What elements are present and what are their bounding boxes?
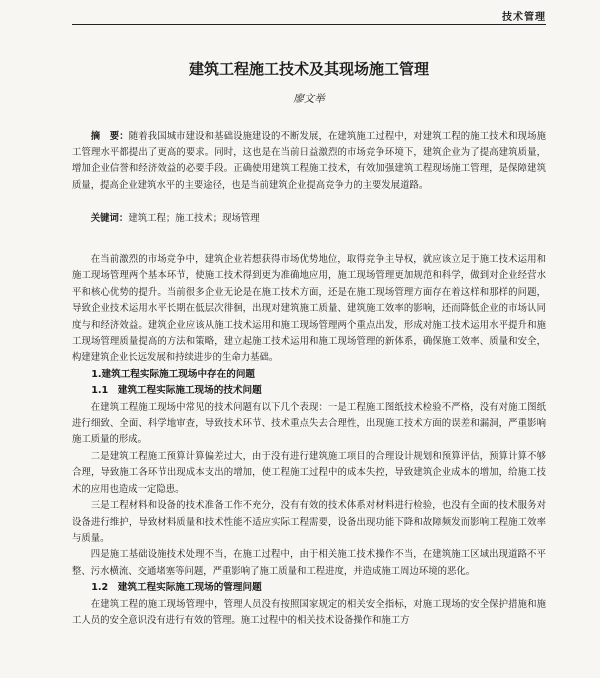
abstract-label: 摘 要： <box>90 131 129 142</box>
section-1-2-heading: 1.2 建筑工程实际施工现场的管理问题 <box>91 582 262 594</box>
section-tag: 技术管理 <box>502 12 546 23</box>
section-1-1-paragraph-1: 在建筑工程施工现场中常见的技术问题有以下几个表现：一是工程施工图纸技术检验不严格，没有对施工图纸进行细致、全面、科学地审查，导致技术环节、技术重点失去合理性，出现施工技术方面的误差和漏洞，严重影响施工质量的形成。 <box>72 401 546 446</box>
section-1-2-paragraph-1: 在建筑工程的施工现场管理中，管理人员没有按照国家规定的相关安全指标，对施工现场的安全保护措施和施工人员的安全意识没有进行有效的管理。施工过程中的相关技术设备操作和施工方 <box>72 598 546 626</box>
intro-paragraph: 在当前激烈的市场竞争中，建筑企业若想获得市场优势地位，取得竞争主导权，就应该立足于施工技术运用和施工现场管理两个基本环节，使施工技术得到更为准确地应用，施工现场管理更加规范和科学，做到对企业经营水平和核心优势的提升。当前很多企业无论是在施工技术方面，还是在施工现场管理方面存在着这样和那样的问题，导致企业技术运用水平长期在低层次徘徊，出现对建筑施工质量、建筑施工效率的影响，还而降低企业的市场认同度与和经济效益。建筑企业应该从施工技术运用和施工现场管理两个重点出发，形成对施工技术运用水平提升和施工现场管理质量提高的方法和策略，建立起施工技术运用和施工现场管理的新体系，确保施工效率、质量和安全，构建建筑企业长远发展和持续进步的生命力基础。 <box>72 254 546 364</box>
article-title: 建筑工程施工技术及其现场施工管理 <box>188 60 429 78</box>
section-1-1-paragraph-2: 二是建筑工程施工预算计算偏差过大，由于没有进行建筑施工项目的合理设计规划和预算评估，预算计算不够合理，导致施工各环节出现成本支出的增加，使工程施工过程中的成本失控，导致建筑企业成本的增加，给施工技术的应用也造成一定隐患。 <box>72 450 546 495</box>
article-body <box>72 252 546 629</box>
header-rule <box>72 24 546 25</box>
article-author: 廖文举 <box>293 93 325 105</box>
keywords-label: 关键词： <box>90 213 129 224</box>
abstract <box>72 129 546 194</box>
section-1-1-paragraph-4: 四是施工基础设施技术处理不当，在施工过程中，由于相关施工技术操作不当，在建筑施工区域出现道路不平整、污水横流、交通堵塞等问题，严重影响了施工质量和工程进度，并造成施工周边环境的恶化。 <box>72 549 546 577</box>
abstract-text: 随着我国城市建设和基础设施建设的不断发展，在建筑施工过程中，对建筑工程的施工技术和现场施工管理水平都提出了更高的要求。同时，这也是在当前日益激烈的市场竞争环境下，建筑企业为了提高建筑质量，增加企业信誉和经济效益的必要手段。正确使用建筑工程施工技术，有效加强建筑工程现场施工管理，是保障建筑质量，提高企业建筑水平的主要途径，也是当前建筑企业提高竞争力的主要发展道路。 <box>72 131 546 191</box>
section-1-1-heading: 1.1 建筑工程实际施工现场的技术问题 <box>91 385 262 397</box>
keywords <box>72 211 546 227</box>
section-1-1-paragraph-3: 三是工程材料和设备的技术准备工作不充分，没有有效的技术体系对材料进行检验，也没有全面的技术服务对设备进行维护，导致材料质量和技术性能不适应实际工程需要，设备出现功能下降和故障频发而影响工程施工效率与质量。 <box>72 500 546 544</box>
section-1-heading: 1.建筑工程实际施工现场中存在的问题 <box>91 368 256 380</box>
keywords-text: 建筑工程；施工技术；现场管理 <box>128 213 260 224</box>
